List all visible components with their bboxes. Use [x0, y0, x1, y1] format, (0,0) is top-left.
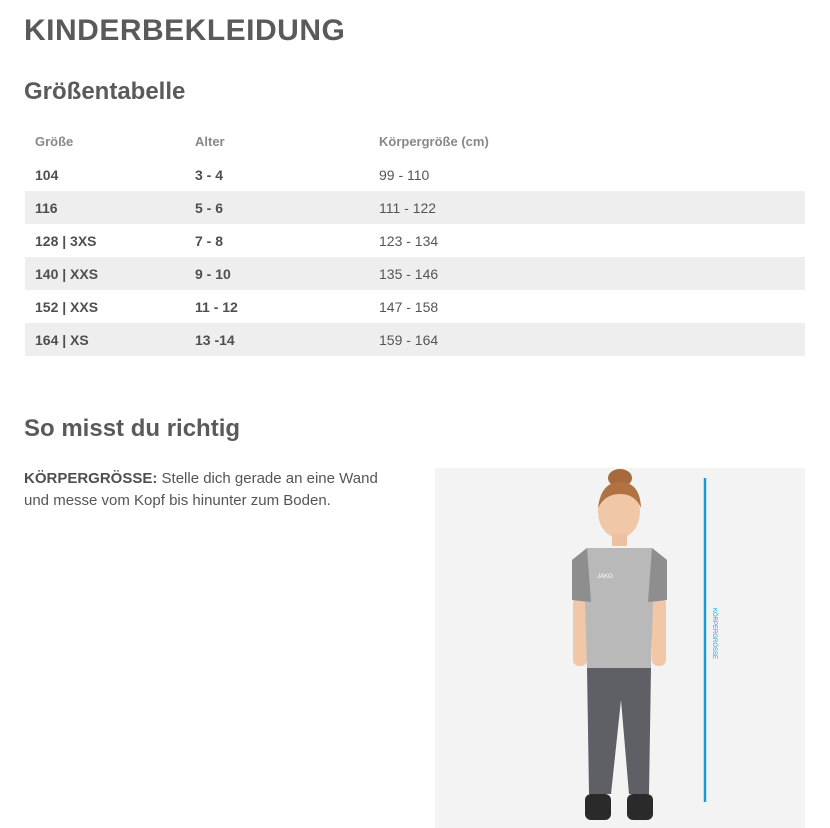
cell-age: 7 - 8: [195, 232, 224, 249]
measurement-caption: KÖRPERGRÖSSE: [711, 608, 717, 660]
cell-height: 135 - 146: [369, 257, 805, 290]
cell-height: 111 - 122: [369, 191, 805, 224]
table-row: [25, 224, 805, 257]
table-row: [25, 191, 805, 224]
cell-height: 147 - 158: [379, 298, 439, 315]
cell-size: 152 | XXS: [35, 298, 99, 315]
measure-label: KÖRPERGRÖSSE:: [24, 470, 158, 487]
cell-size: 164 | XS: [25, 323, 185, 356]
size-table-title: Größentabelle: [24, 78, 186, 105]
cell-age: 9 - 10: [185, 257, 369, 290]
size-table-header-row: [25, 125, 805, 158]
cell-age: 13 -14: [185, 323, 369, 356]
header-height: Körpergröße (cm): [379, 134, 489, 149]
table-row: [25, 257, 805, 290]
cell-size: 116: [25, 191, 185, 224]
page-title: KINDERBEKLEIDUNG: [24, 14, 346, 47]
cell-age: 3 - 4: [195, 166, 224, 183]
cell-size: 140 | XXS: [25, 257, 185, 290]
cell-height: 123 - 134: [379, 232, 439, 249]
table-row: [25, 290, 805, 323]
child-figure-illustration: [435, 468, 805, 828]
header-size: Größe: [35, 134, 74, 149]
cell-height: 99 - 110: [379, 166, 430, 183]
measure-instructions: [24, 468, 404, 512]
measure-title: So misst du richtig: [24, 415, 241, 442]
child-measurement-image: [435, 468, 805, 828]
table-row: [25, 323, 805, 356]
measure-text: Stelle dich gerade an eine Wand und messe vom Kopf bis hinunter zum Boden.: [24, 470, 378, 509]
cell-age: 11 - 12: [195, 298, 238, 315]
cell-size: 128 | 3XS: [35, 232, 97, 249]
cell-age: 5 - 6: [185, 191, 369, 224]
shirt-logo: JAKO: [597, 574, 613, 580]
table-row: [25, 158, 805, 191]
header-age: Alter: [195, 134, 225, 149]
cell-size: 104: [35, 166, 59, 183]
size-table: [25, 125, 805, 356]
cell-height: 159 - 164: [369, 323, 805, 356]
